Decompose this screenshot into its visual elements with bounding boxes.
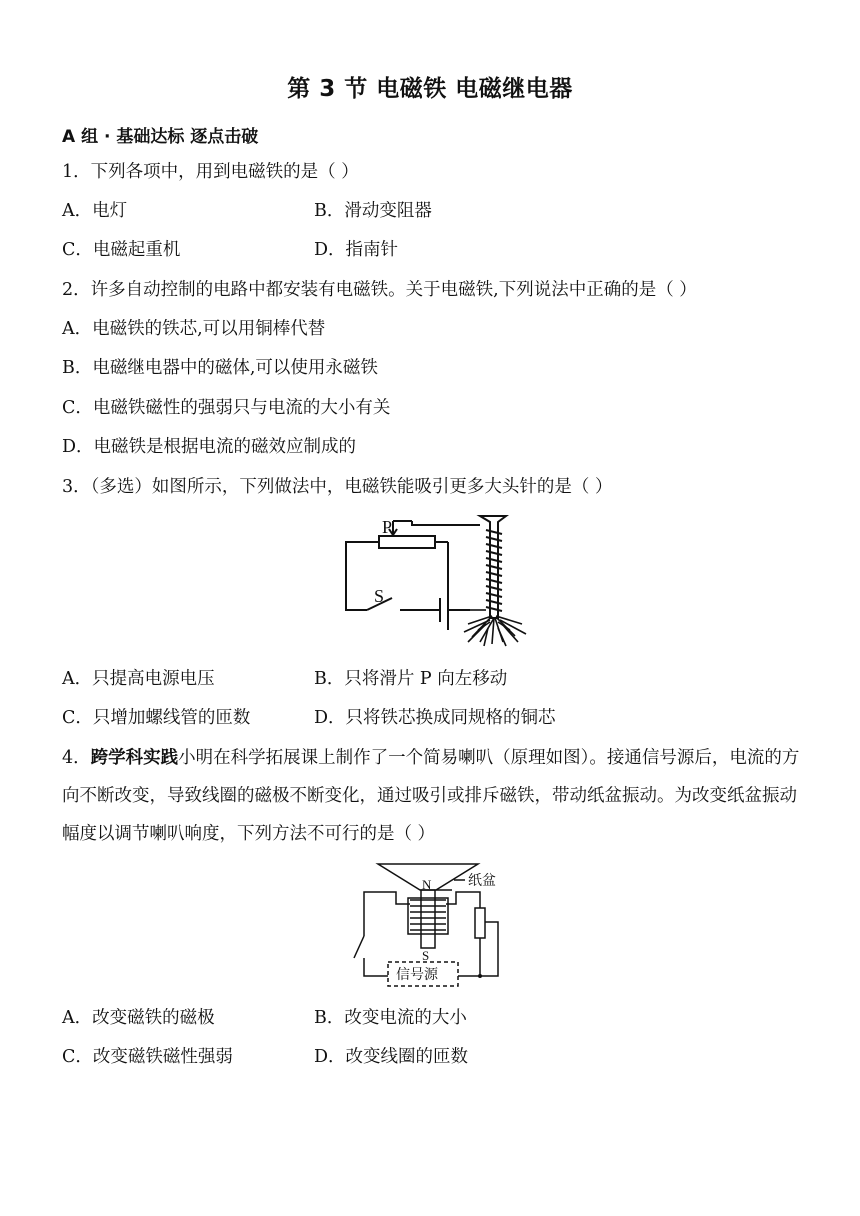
q2-option-a: A．电磁铁的铁芯,可以用铜棒代替	[62, 319, 326, 339]
south-pole-label: S	[422, 948, 430, 963]
signal-source-label: 信号源	[396, 968, 438, 983]
q1-option-d: D．指南针	[314, 240, 399, 260]
q2-option-c: C．电磁铁磁性的强弱只与电流的大小有关	[62, 398, 391, 418]
q3-option-d: D．只将铁芯换成同规格的铜芯	[314, 708, 556, 728]
section-heading: A 组 · 基础达标 逐点击破	[62, 127, 259, 147]
cone-label: 纸盆	[468, 874, 496, 889]
q4-option-d: D．改变线圈的匝数	[314, 1047, 469, 1067]
question-2-stem: 2．许多自动控制的电路中都安装有电磁铁。关于电磁铁,下列说法中正确的是（ ）	[62, 280, 697, 300]
q1-option-b: B．滑动变阻器	[314, 201, 432, 221]
q3-option-c: C．只增加螺线管的匝数	[62, 708, 251, 728]
electromagnet-circuit-diagram	[340, 512, 540, 652]
speaker-principle-diagram	[350, 860, 520, 994]
q2-option-b: B．电磁继电器中的磁体,可以使用永磁铁	[62, 358, 378, 378]
north-pole-label: N	[422, 877, 432, 892]
q1-option-c: C．电磁起重机	[62, 240, 181, 260]
q1-option-a: A．电灯	[62, 201, 128, 221]
q4-option-c: C．改变磁铁磁性强弱	[62, 1047, 233, 1067]
q2-option-d: D．电磁铁是根据电流的磁效应制成的	[62, 437, 357, 457]
question-1-stem: 1．下列各项中，用到电磁铁的是（ ）	[62, 162, 359, 182]
q4-stem-text: 小明在科学拓展课上制作了一个简易喇叭（原理如图）。接通信号源后，电流的方向不断改变，导致线圈的磁极不断变化，通过吸引或排斥磁铁，带动纸盆振动。为改变纸盆振动幅度以调节喇叭响度，下列方法不可行的是（ ）	[62, 748, 800, 844]
switch-label-s: S	[374, 586, 385, 606]
q3-option-a: A．只提高电源电压	[62, 669, 215, 689]
q3-option-b: B．只将滑片 P 向左移动	[314, 669, 508, 689]
question-3-stem: 3．（多选）如图所示，下列做法中，电磁铁能吸引更多大头针的是（ ）	[62, 477, 613, 497]
question-4-stem	[62, 739, 807, 853]
q4-option-b: B．改变电流的大小	[314, 1008, 467, 1028]
slider-label-p: P	[382, 517, 393, 537]
q4-tag: 跨学科实践	[90, 748, 179, 768]
page-title: 第 3 节 电磁铁 电磁继电器	[287, 76, 573, 102]
q4-number: 4．	[62, 748, 91, 768]
q4-option-a: A．改变磁铁的磁极	[62, 1008, 215, 1028]
